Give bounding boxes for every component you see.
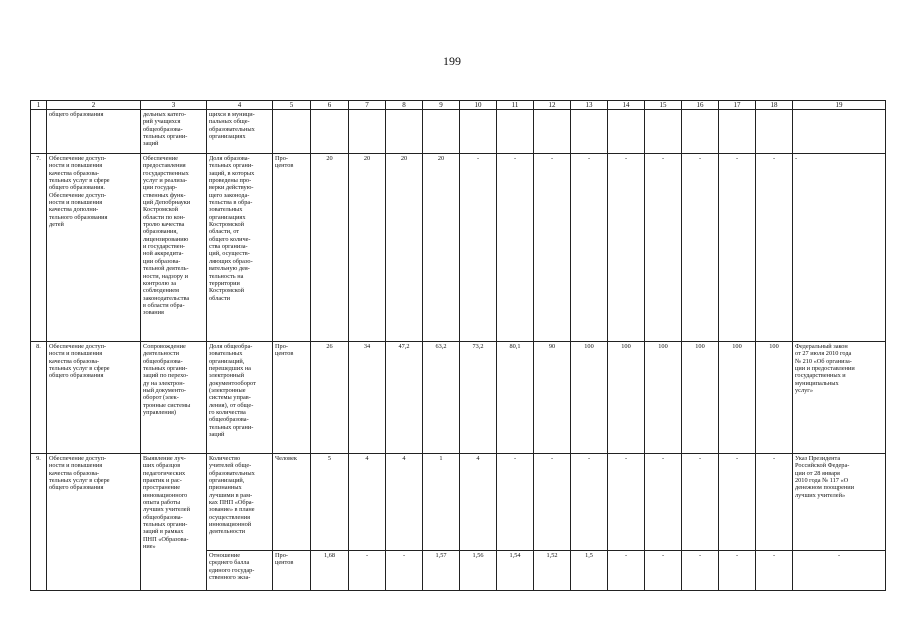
value-cell [460, 110, 497, 154]
value-cell: - [460, 154, 497, 342]
value-cell: 20 [386, 154, 423, 342]
value-cell: 100 [756, 342, 793, 454]
value-cell: - [645, 551, 682, 591]
basis-cell [793, 110, 886, 154]
page-number: 199 [443, 54, 461, 68]
value-cell: - [756, 154, 793, 342]
value-cell [571, 110, 608, 154]
value-cell: - [719, 551, 756, 591]
value-cell: - [645, 454, 682, 551]
value-cell: 20 [349, 154, 386, 342]
value-cell: 4 [386, 454, 423, 551]
basis-cell: Указ Президента Российской Федера- ции от 28 января 2010 года № 117 «О денежном поощрении лучших учителей» [793, 454, 886, 551]
value-cell: 34 [349, 342, 386, 454]
column-header: 14 [608, 101, 645, 110]
value-cell: 4 [349, 454, 386, 551]
indicator-cell: Отношение среднего балла единого государ- ственного экза- [207, 551, 273, 591]
value-cell: 73,2 [460, 342, 497, 454]
value-cell: - [608, 551, 645, 591]
value-cell: 63,2 [423, 342, 460, 454]
data-table [30, 100, 886, 591]
value-cell: 100 [719, 342, 756, 454]
value-cell [386, 110, 423, 154]
measure-cell: Обеспечение предоставления государственных услуг и реализа- ции государ- ственных функ- ций Депобрнауки Костромской области по кон- тролю качества образования, лицензированию и государствен- ной аккредита- ции образова- тельной деятель- ности, надзору и контролю за соблюдением законодательства в области обра- зования [141, 154, 207, 342]
value-cell: - [682, 154, 719, 342]
unit-cell: Про- центов [273, 551, 311, 591]
value-cell [349, 110, 386, 154]
column-header: 19 [793, 101, 886, 110]
row-number: 7. [31, 154, 47, 342]
value-cell [719, 110, 756, 154]
column-header: 6 [311, 101, 349, 110]
column-header: 9 [423, 101, 460, 110]
unit-cell [273, 110, 311, 154]
column-header: 12 [534, 101, 571, 110]
value-cell: 1,57 [423, 551, 460, 591]
column-header: 1 [31, 101, 47, 110]
value-cell: 1,56 [460, 551, 497, 591]
value-cell: 20 [311, 154, 349, 342]
column-header: 2 [47, 101, 141, 110]
value-cell: - [645, 154, 682, 342]
value-cell: - [682, 551, 719, 591]
value-cell: - [608, 154, 645, 342]
task-cell: Обеспечение доступ- ности и повышения качества образова- тельных услуг в сфере общего образования [47, 454, 141, 591]
row-number: 9. [31, 454, 47, 591]
column-header: 15 [645, 101, 682, 110]
value-cell [756, 110, 793, 154]
table-row [31, 454, 886, 551]
value-cell [682, 110, 719, 154]
unit-cell: Про- центов [273, 342, 311, 454]
column-header: 3 [141, 101, 207, 110]
column-header: 18 [756, 101, 793, 110]
table-header-row [31, 101, 886, 110]
value-cell: 26 [311, 342, 349, 454]
value-cell: 100 [682, 342, 719, 454]
column-header: 8 [386, 101, 423, 110]
basis-cell: - [793, 551, 886, 591]
value-cell: - [497, 454, 534, 551]
measure-cell: Сопровождение деятельности общеобразова- тельных органи- заций по перехо- ду на электрон- ный документо- оборот (элек- тронные системы управления) [141, 342, 207, 454]
value-cell: - [571, 454, 608, 551]
value-cell: - [349, 551, 386, 591]
value-cell: - [756, 454, 793, 551]
value-cell [497, 110, 534, 154]
column-header: 7 [349, 101, 386, 110]
column-header: 5 [273, 101, 311, 110]
value-cell: 5 [311, 454, 349, 551]
value-cell: 100 [645, 342, 682, 454]
table-row [31, 342, 886, 454]
row-number [31, 110, 47, 154]
value-cell: 100 [608, 342, 645, 454]
value-cell: - [756, 551, 793, 591]
column-header: 4 [207, 101, 273, 110]
value-cell: 1,5 [571, 551, 608, 591]
value-cell [534, 110, 571, 154]
value-cell: - [719, 154, 756, 342]
unit-cell: Человек [273, 454, 311, 551]
value-cell [645, 110, 682, 154]
measure-cell: Выявление луч- ших образцов педагогических практик и рас- пространение инновационного опыта работы лучших учителей общеобразова- тельных органи- заций в рамках ПНП «Образова- ние» [141, 454, 207, 591]
basis-cell: Федеральный закон от 27 июля 2010 года № 210 «Об организа- ции и предоставлении государственных и муниципальных услуг» [793, 342, 886, 454]
column-header: 13 [571, 101, 608, 110]
row-number: 8. [31, 342, 47, 454]
indicator-cell: Доля общеобра- зовательных организаций, перешедших на электронный документооборот (электронные системы управ- ления), от обще- го количества общеобразова- тельных органи- заций [207, 342, 273, 454]
value-cell [311, 110, 349, 154]
value-cell: - [571, 154, 608, 342]
value-cell: 1,54 [497, 551, 534, 591]
column-header: 11 [497, 101, 534, 110]
column-header: 17 [719, 101, 756, 110]
value-cell: 100 [571, 342, 608, 454]
indicator-cell: Доля образова- тельных органи- заций, в которых проведены про- верки действую- щего законода- тельства в обра- зовательных организациях Костромской области, от общего количе- ства организа- ций, осуществ- ляющих образо- вательную дея- тельность на территории Костромской области [207, 154, 273, 342]
basis-cell: - [793, 154, 886, 342]
value-cell: - [719, 454, 756, 551]
unit-cell: Про- центов [273, 154, 311, 342]
value-cell: 47,2 [386, 342, 423, 454]
measure-cell: дельных катего- рий учащихся общеобразова- тельных органи- заций [141, 110, 207, 154]
value-cell: 20 [423, 154, 460, 342]
value-cell: - [386, 551, 423, 591]
value-cell: 1,68 [311, 551, 349, 591]
column-header: 16 [682, 101, 719, 110]
value-cell [423, 110, 460, 154]
task-cell: общего образования [47, 110, 141, 154]
column-header: 10 [460, 101, 497, 110]
value-cell: - [534, 154, 571, 342]
task-cell: Обеспечение доступ- ности и повышения качества образова- тельных услуг в сфере общего образования [47, 342, 141, 454]
value-cell: - [682, 454, 719, 551]
value-cell: 1 [423, 454, 460, 551]
value-cell: 4 [460, 454, 497, 551]
value-cell: - [608, 454, 645, 551]
table-row [31, 154, 886, 342]
indicator-cell: щихся в муници- пальных обще- образовательных организациях [207, 110, 273, 154]
value-cell [608, 110, 645, 154]
value-cell: 80,1 [497, 342, 534, 454]
indicator-cell: Количество учителей обще- образовательных организаций, признанных лучшими в рам- ках ПНП «Обра- зование» в плане осуществления инновационной деятельности [207, 454, 273, 551]
value-cell: - [497, 154, 534, 342]
table-row [31, 110, 886, 154]
task-cell: Обеспечение доступ- ности и повышения качества образова- тельных услуг в сфере общего образования. Обеспечение доступ- ности и повышения качества дополни- тельного образования детей [47, 154, 141, 342]
value-cell: 90 [534, 342, 571, 454]
value-cell: - [534, 454, 571, 551]
value-cell: 1,52 [534, 551, 571, 591]
